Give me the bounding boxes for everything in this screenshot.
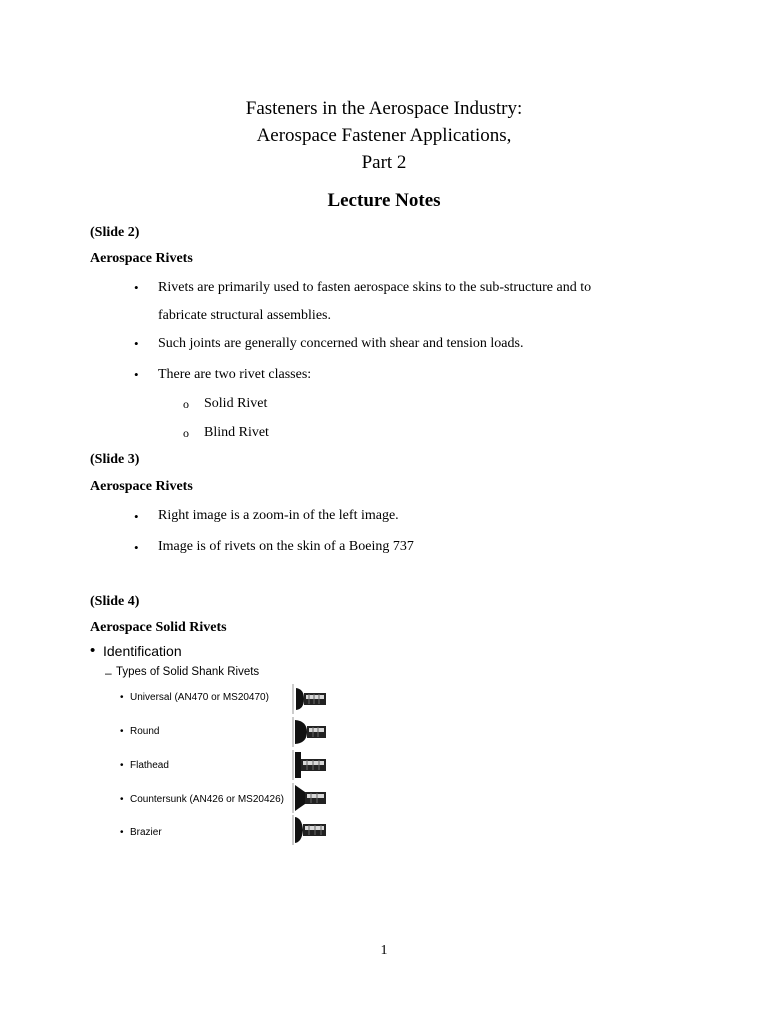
rivet-type-label: Flathead: [130, 760, 169, 771]
slide-3-label: (Slide 3): [90, 452, 140, 467]
bullet-icon: •: [134, 509, 139, 524]
universal-rivet-icon: [292, 684, 328, 714]
bullet-icon: •: [134, 367, 139, 382]
rivet-type-label: Countersunk (AN426 or MS20426): [130, 794, 284, 805]
rivet-type-label: Brazier: [130, 827, 162, 838]
slide-2-sub-bullet-1: Solid Rivet: [204, 396, 268, 411]
slide-identification: Identification: [103, 643, 182, 659]
slide-2-bullet-1-line-2: fabricate structural assemblies.: [158, 308, 331, 323]
bullet-icon: •: [134, 540, 139, 555]
sub-bullet-icon: o: [183, 397, 189, 411]
slide-sub-bullet-icon: •: [120, 794, 124, 805]
slide-sub-bullet-icon: •: [120, 726, 124, 737]
slide-2-heading: Aerospace Rivets: [90, 251, 193, 266]
slide-sub-bullet-icon: •: [120, 760, 124, 771]
rivet-type-label: Round: [130, 726, 160, 737]
countersunk-rivet-icon: [292, 783, 328, 813]
slide-sub-bullet-icon: •: [120, 827, 124, 838]
slide-4-heading: Aerospace Solid Rivets: [90, 620, 227, 635]
document-subtitle: Lecture Notes: [327, 190, 441, 211]
flathead-rivet-icon: [292, 750, 328, 780]
document-title: [0, 95, 768, 176]
slide-3-bullet-1: Right image is a zoom-in of the left image.: [158, 508, 399, 523]
round-rivet-icon: [292, 717, 328, 747]
title-line-3: Part 2: [361, 152, 407, 173]
slide-types-heading: Types of Solid Shank Rivets: [116, 666, 260, 678]
bullet-icon: •: [134, 280, 139, 295]
brazier-rivet-icon: [292, 815, 328, 845]
slide-2-sub-bullet-2: Blind Rivet: [204, 425, 269, 440]
slide-3-heading: Aerospace Rivets: [90, 479, 193, 494]
slide-2-bullet-3: There are two rivet classes:: [158, 367, 312, 382]
slide-bullet-icon: •: [90, 642, 96, 659]
slide-dash-icon: –: [105, 666, 112, 680]
slide-4-label: (Slide 4): [90, 594, 140, 609]
sub-bullet-icon: o: [183, 426, 189, 440]
rivet-type-label: Universal (AN470 or MS20470): [130, 692, 269, 703]
title-line-2: Aerospace Fastener Applications,: [256, 125, 512, 146]
bullet-icon: •: [134, 336, 139, 351]
slide-2-label: (Slide 2): [90, 225, 140, 240]
slide-2-bullet-1-line-1: Rivets are primarily used to fasten aerospace skins to the sub-structure and to: [158, 280, 592, 295]
slide-3-bullet-2: Image is of rivets on the skin of a Boeing 737: [158, 539, 414, 554]
slide-2-bullet-2: Such joints are generally concerned with shear and tension loads.: [158, 336, 524, 351]
page-number: 1: [380, 943, 388, 958]
title-line-1: Fasteners in the Aerospace Industry:: [245, 98, 523, 119]
slide-sub-bullet-icon: •: [120, 692, 124, 703]
